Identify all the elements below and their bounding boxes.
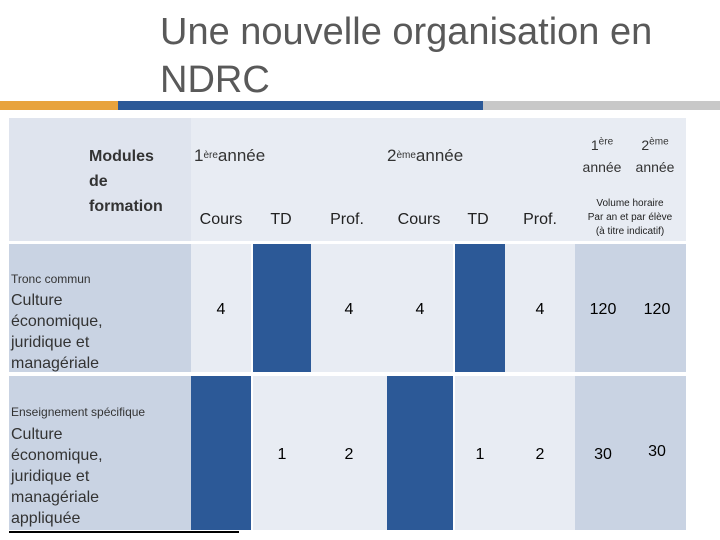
col-y1-cours: Cours	[199, 211, 243, 228]
col-y1-td: TD	[270, 211, 292, 228]
row2-y1-prof: 2	[344, 446, 354, 463]
row2-label: Culture économique, juridique et managériale appliquée	[11, 425, 103, 527]
row1-y1-prof: 4	[344, 301, 354, 318]
accent-bar-gray	[483, 101, 720, 110]
row2-hours-y1: 30	[594, 446, 612, 463]
row1-category: Tronc commun	[11, 272, 91, 286]
row1-y1-cours: 4	[216, 301, 226, 318]
hours-year2-header: 2ème année	[635, 136, 675, 175]
row2-y2-td: 1	[475, 446, 485, 463]
accent-bar-orange	[0, 101, 118, 110]
row1-hours-y1: 120	[589, 301, 617, 318]
row1-y1-td-cell	[253, 244, 311, 372]
year2-header: 2 ème année	[387, 146, 464, 165]
row1-y2-td-cell	[455, 244, 505, 372]
slide-title	[160, 8, 700, 104]
footer-line	[9, 531, 239, 533]
modules-header: Modules de formation	[89, 147, 163, 215]
col-y2-prof: Prof.	[523, 211, 557, 228]
row2-y1-td: 1	[277, 446, 287, 463]
row2-hours-y2: 30	[648, 443, 666, 460]
year1-header: 1 ère année	[194, 146, 266, 165]
row1-y2-cours: 4	[415, 301, 425, 318]
accent-bar-blue	[118, 101, 483, 110]
title-line-1: Une nouvelle organisation en	[160, 11, 653, 53]
row2-y2-cours-cell	[387, 376, 453, 530]
row1-y2-prof: 4	[535, 301, 545, 318]
row1-label: Culture économique, juridique et managériale	[11, 292, 103, 372]
row2-y2-prof: 2	[535, 446, 545, 463]
row2-category: Enseignement spécifique	[11, 405, 146, 419]
hours-year1-header: 1ère année	[582, 136, 622, 175]
modules-table	[9, 118, 686, 530]
col-y2-cours: Cours	[397, 211, 441, 228]
row1-hours-y2: 120	[643, 301, 671, 318]
hours-note: Volume horaire Par an et par élève (à titre indicatif)	[587, 198, 673, 237]
col-y1-prof: Prof.	[330, 211, 364, 228]
col-y2-td: TD	[467, 211, 489, 228]
row2-y1-cours-cell	[191, 376, 251, 530]
title-line-2: NDRC	[160, 59, 270, 101]
